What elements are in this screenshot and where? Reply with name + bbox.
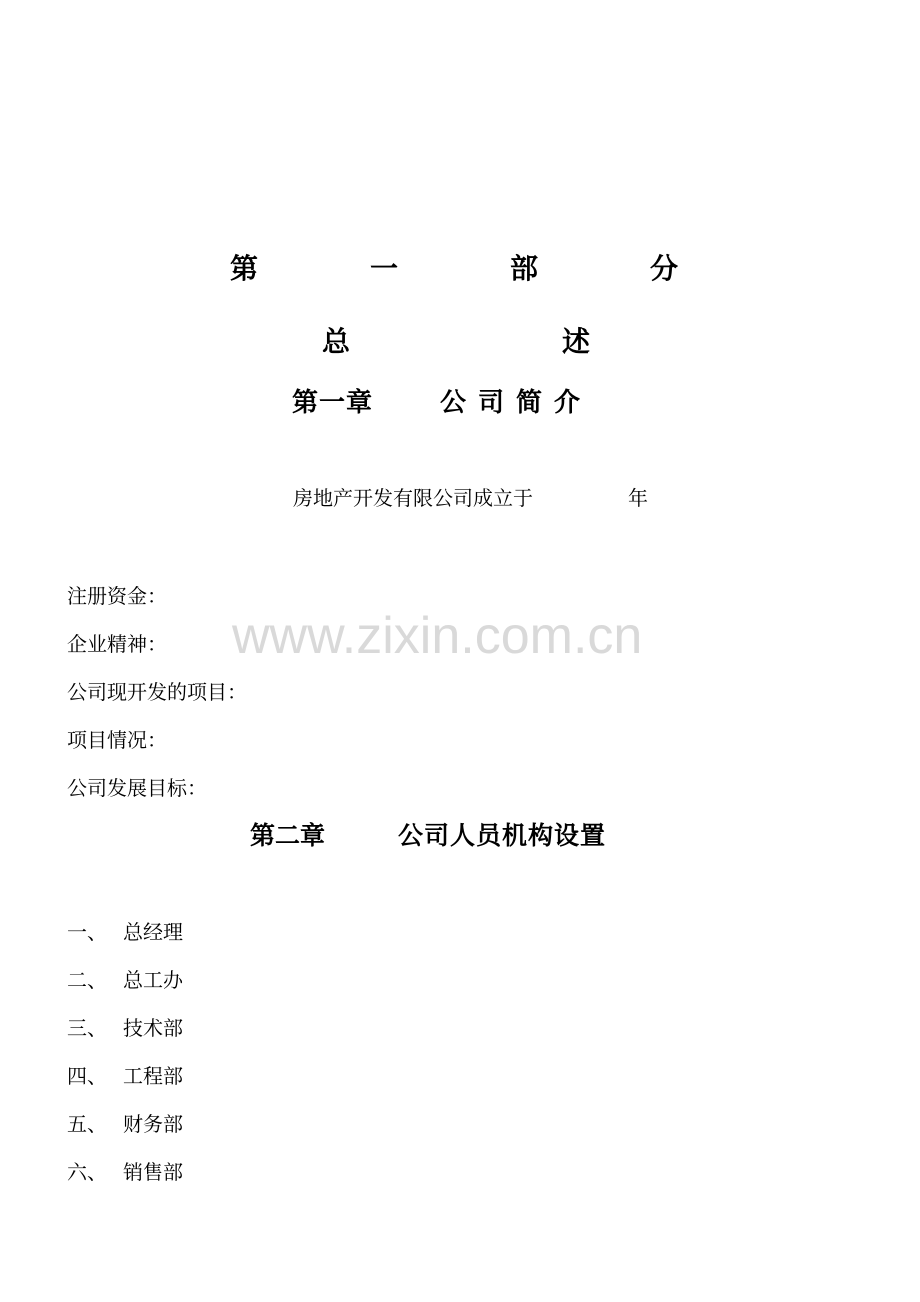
current-projects-label: 公司现开发的项目： <box>67 680 247 704</box>
overview-heading-char-1: 总 <box>322 325 351 358</box>
department-finance: 财务部 <box>123 1112 183 1136</box>
chapter-2-number: 第二章 <box>250 821 326 850</box>
development-goal-label: 公司发展目标： <box>67 776 207 800</box>
chapter-2-title: 公司人员机构设置 <box>398 821 607 850</box>
part-heading-char-2: 一 <box>370 252 399 285</box>
part-heading-char-3: 部 <box>510 252 539 285</box>
part-heading-char-4: 分 <box>650 252 679 285</box>
company-founded-text: 房地产开发有限公司成立于 <box>293 486 533 510</box>
corporate-spirit-label: 企业精神： <box>67 632 167 656</box>
department-technical: 技术部 <box>123 1016 183 1040</box>
department-number: 五、 <box>67 1112 107 1136</box>
project-status-label: 项目情况： <box>67 728 167 752</box>
overview-heading-char-2: 述 <box>562 325 591 358</box>
department-number: 六、 <box>67 1160 107 1184</box>
company-founded-year-suffix: 年 <box>628 486 648 510</box>
department-sales: 销售部 <box>123 1160 183 1184</box>
department-chief-engineer-office: 总工办 <box>123 968 183 992</box>
chapter-1-title: 公司简介 <box>440 388 593 418</box>
registered-capital-label: 注册资金： <box>67 584 167 608</box>
department-engineering: 工程部 <box>123 1064 183 1088</box>
part-heading-char-1: 第 <box>230 252 259 285</box>
department-general-manager: 总经理 <box>123 920 183 944</box>
chapter-1-number: 第一章 <box>292 388 374 418</box>
department-number: 三、 <box>67 1016 107 1040</box>
department-number: 四、 <box>67 1064 107 1088</box>
watermark: www.zixin.com.cn <box>232 607 643 665</box>
department-number: 二、 <box>67 968 107 992</box>
department-number: 一、 <box>67 920 107 944</box>
